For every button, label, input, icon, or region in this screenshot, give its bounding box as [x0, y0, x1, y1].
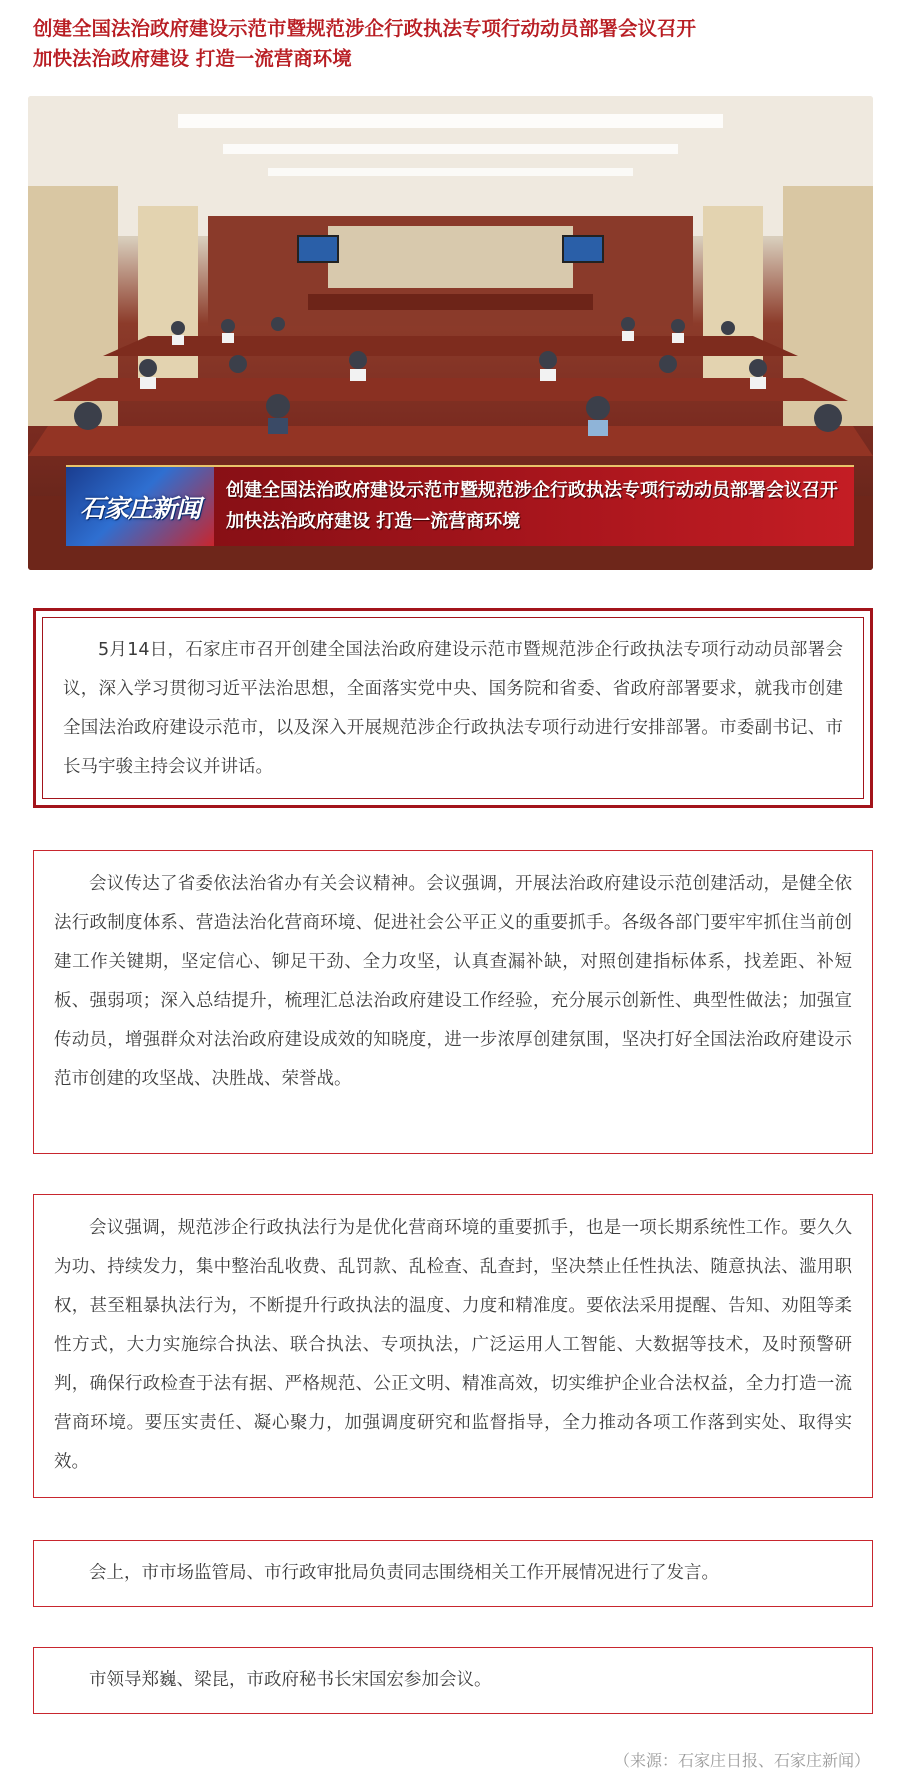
banner-line-1: 创建全国法治政府建设示范市暨规范涉企行政执法专项行动动员部署会议召开 — [226, 480, 838, 501]
paragraph-box-4 — [33, 1540, 873, 1607]
meeting-photo — [28, 96, 873, 570]
news-logo-text: 石家庄新闻 — [79, 493, 200, 523]
banner-caption — [226, 475, 846, 537]
paragraph-2: 会议传达了省委依法治省办有关会议精神。会议强调，开展法治政府建设示范创建活动，是健全依法行政制度体系、营造法治化营商环境、促进社会公平正义的重要抓手。各级各部门要牢牢抓住当前创建工作关键期，坚定信心、铆足干劲、全力攻坚，认真查漏补缺，对照创建指标体系，找差距、补短板、强弱项；深入总结提升，梳理汇总法治政府建设工作经验，充分展示创新性、典型性做法；加强宣传动员，增强群众对法治政府建设成效的知晓度，进一步浓厚创建氛围，坚决打好全国法治政府建设示范市创建的攻坚战、决胜战、荣誉战。 — [54, 874, 852, 1089]
headline-line-2: 加快法治政府建设 打造一流营商环境 — [33, 47, 352, 70]
banner-line-2: 加快法治政府建设 打造一流营商环境 — [226, 511, 521, 532]
paragraph-3: 会议强调，规范涉企行政执法行为是优化营商环境的重要抓手，也是一项长期系统性工作。要久久为功、持续发力，集中整治乱收费、乱罚款、乱检查、乱查封，坚决禁止任性执法、随意执法、滥用职权，甚至粗暴执法行为，不断提升行政执法的温度、力度和精准度。要依法采用提醒、告知、劝阻等柔性方式，大力实施综合执法、联合执法、专项执法，广泛运用人工智能、大数据等技术，及时预警研判，确保行政检查于法有据、严格规范、公正文明、精准高效，切实维护企业合法权益，全力打造一流营商环境。要压实责任、凝心聚力，加强调度研究和监督指导，全力推动各项工作落到实处、取得实效。 — [54, 1218, 852, 1472]
news-logo — [66, 467, 214, 546]
article-headline — [33, 14, 873, 74]
paragraph-box-1 — [33, 608, 873, 808]
source-credit: （来源：石家庄日报、石家庄新闻） — [613, 1751, 870, 1770]
news-banner — [66, 465, 854, 546]
paragraph-4: 会上，市市场监管局、市行政审批局负责同志围绕相关工作开展情况进行了发言。 — [89, 1563, 719, 1583]
headline-line-1: 创建全国法治政府建设示范市暨规范涉企行政执法专项行动动员部署会议召开 — [33, 17, 697, 40]
paragraph-box-5 — [33, 1647, 873, 1714]
paragraph-5: 市领导郑巍、梁昆，市政府秘书长宋国宏参加会议。 — [89, 1670, 492, 1690]
paragraph-1: 5月14日，石家庄市召开创建全国法治政府建设示范市暨规范涉企行政执法专项行动动员部署会议，深入学习贯彻习近平法治思想，全面落实党中央、国务院和省委、省政府部署要求，就我市创建全国法治政府建设示范市，以及深入开展规范涉企行政执法专项行动进行安排部署。市委副书记、市长马宇骏主持会议并讲话。 — [63, 640, 843, 777]
paragraph-box-1-inner — [42, 617, 864, 799]
paragraph-box-2 — [33, 850, 873, 1154]
paragraph-box-3 — [33, 1194, 873, 1498]
